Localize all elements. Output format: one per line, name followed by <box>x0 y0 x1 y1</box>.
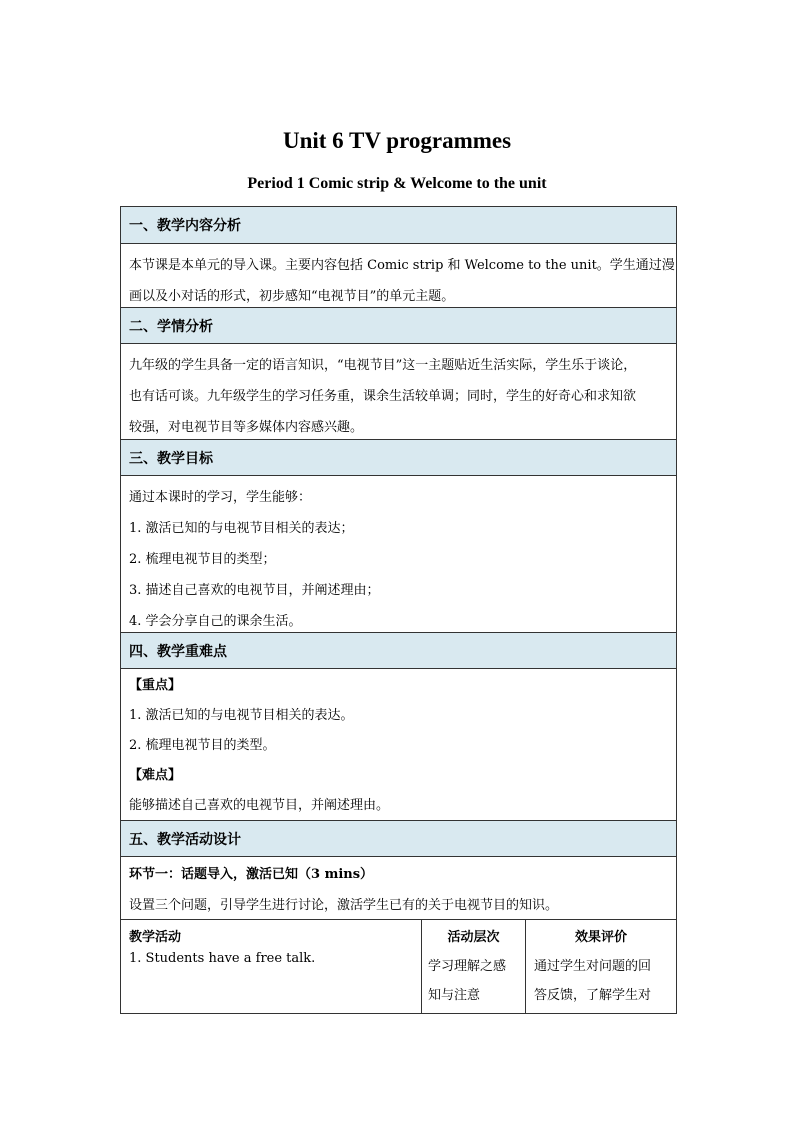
key-points-label: 【重点】 <box>129 678 182 693</box>
objective-item: 1. 激活已知的与电视节目相关的表达； <box>129 521 354 536</box>
section-body-key-points <box>121 668 676 820</box>
section-body-content-analysis <box>121 243 676 307</box>
document-subtitle: Period 1 Comic strip & Welcome to the unit <box>247 175 547 192</box>
difficult-points-label: 【难点】 <box>129 768 182 783</box>
level-line: 知与注意 <box>428 988 481 1003</box>
key-point-item: 1. 激活已知的与电视节目相关的表达。 <box>129 708 354 723</box>
activity-table <box>121 919 676 1014</box>
section-body-objectives <box>121 475 676 632</box>
paragraph-line: 本节课是本单元的导入课。主要内容包括 Comic strip 和 Welcome to the unit。学生通过漫 <box>129 258 675 273</box>
activity-item: 1. Students have a free talk. <box>129 951 316 966</box>
stage-title: 环节一：话题导入，激活已知（3 mins） <box>129 867 374 882</box>
lesson-plan-table <box>120 206 677 1014</box>
level-column <box>422 920 526 1014</box>
evaluation-line: 答反馈，了解学生对 <box>534 988 652 1003</box>
evaluation-line: 通过学生对问题的回 <box>534 959 652 974</box>
section-heading-content-analysis: 一、教学内容分析 <box>121 207 676 243</box>
section-body-activity-design <box>121 856 676 919</box>
section-heading-student-analysis: 二、学情分析 <box>121 307 676 343</box>
paragraph-line: 九年级的学生具备一定的语言知识，“电视节目”这一主题贴近生活实际，学生乐于谈论， <box>129 358 637 373</box>
activity-column-header: 教学活动 <box>129 930 182 945</box>
objective-item: 4. 学会分享自己的课余生活。 <box>129 614 302 629</box>
section-heading-key-points: 四、教学重难点 <box>121 632 676 668</box>
document-title: Unit 6 TV programmes <box>282 128 512 153</box>
section-heading-objectives: 三、教学目标 <box>121 439 676 475</box>
evaluation-column <box>526 920 676 1014</box>
level-line: 学习理解之感 <box>428 959 507 974</box>
section-heading-activity-design: 五、教学活动设计 <box>121 820 676 856</box>
objectives-intro: 通过本课时的学习，学生能够： <box>129 490 312 505</box>
paragraph-line: 也有话可谈。九年级学生的学习任务重，课余生活较单调；同时，学生的好奇心和求知欲 <box>129 389 637 404</box>
activity-column <box>121 920 422 1014</box>
paragraph-line: 较强，对电视节目等多媒体内容感兴趣。 <box>129 420 364 435</box>
evaluation-column-header: 效果评价 <box>574 930 627 945</box>
paragraph-line: 画以及小对话的形式，初步感知“电视节目”的单元主题。 <box>129 289 455 304</box>
stage-description: 设置三个问题，引导学生进行讨论，激活学生已有的关于电视节目的知识。 <box>129 898 559 913</box>
section-body-student-analysis <box>121 343 676 439</box>
level-column-header: 活动层次 <box>447 930 500 945</box>
key-point-item: 2. 梳理电视节目的类型。 <box>129 738 276 753</box>
objective-item: 2. 梳理电视节目的类型； <box>129 552 276 567</box>
objective-item: 3. 描述自己喜欢的电视节目，并阐述理由； <box>129 583 380 598</box>
difficult-point-text: 能够描述自己喜欢的电视节目，并阐述理由。 <box>129 798 390 813</box>
